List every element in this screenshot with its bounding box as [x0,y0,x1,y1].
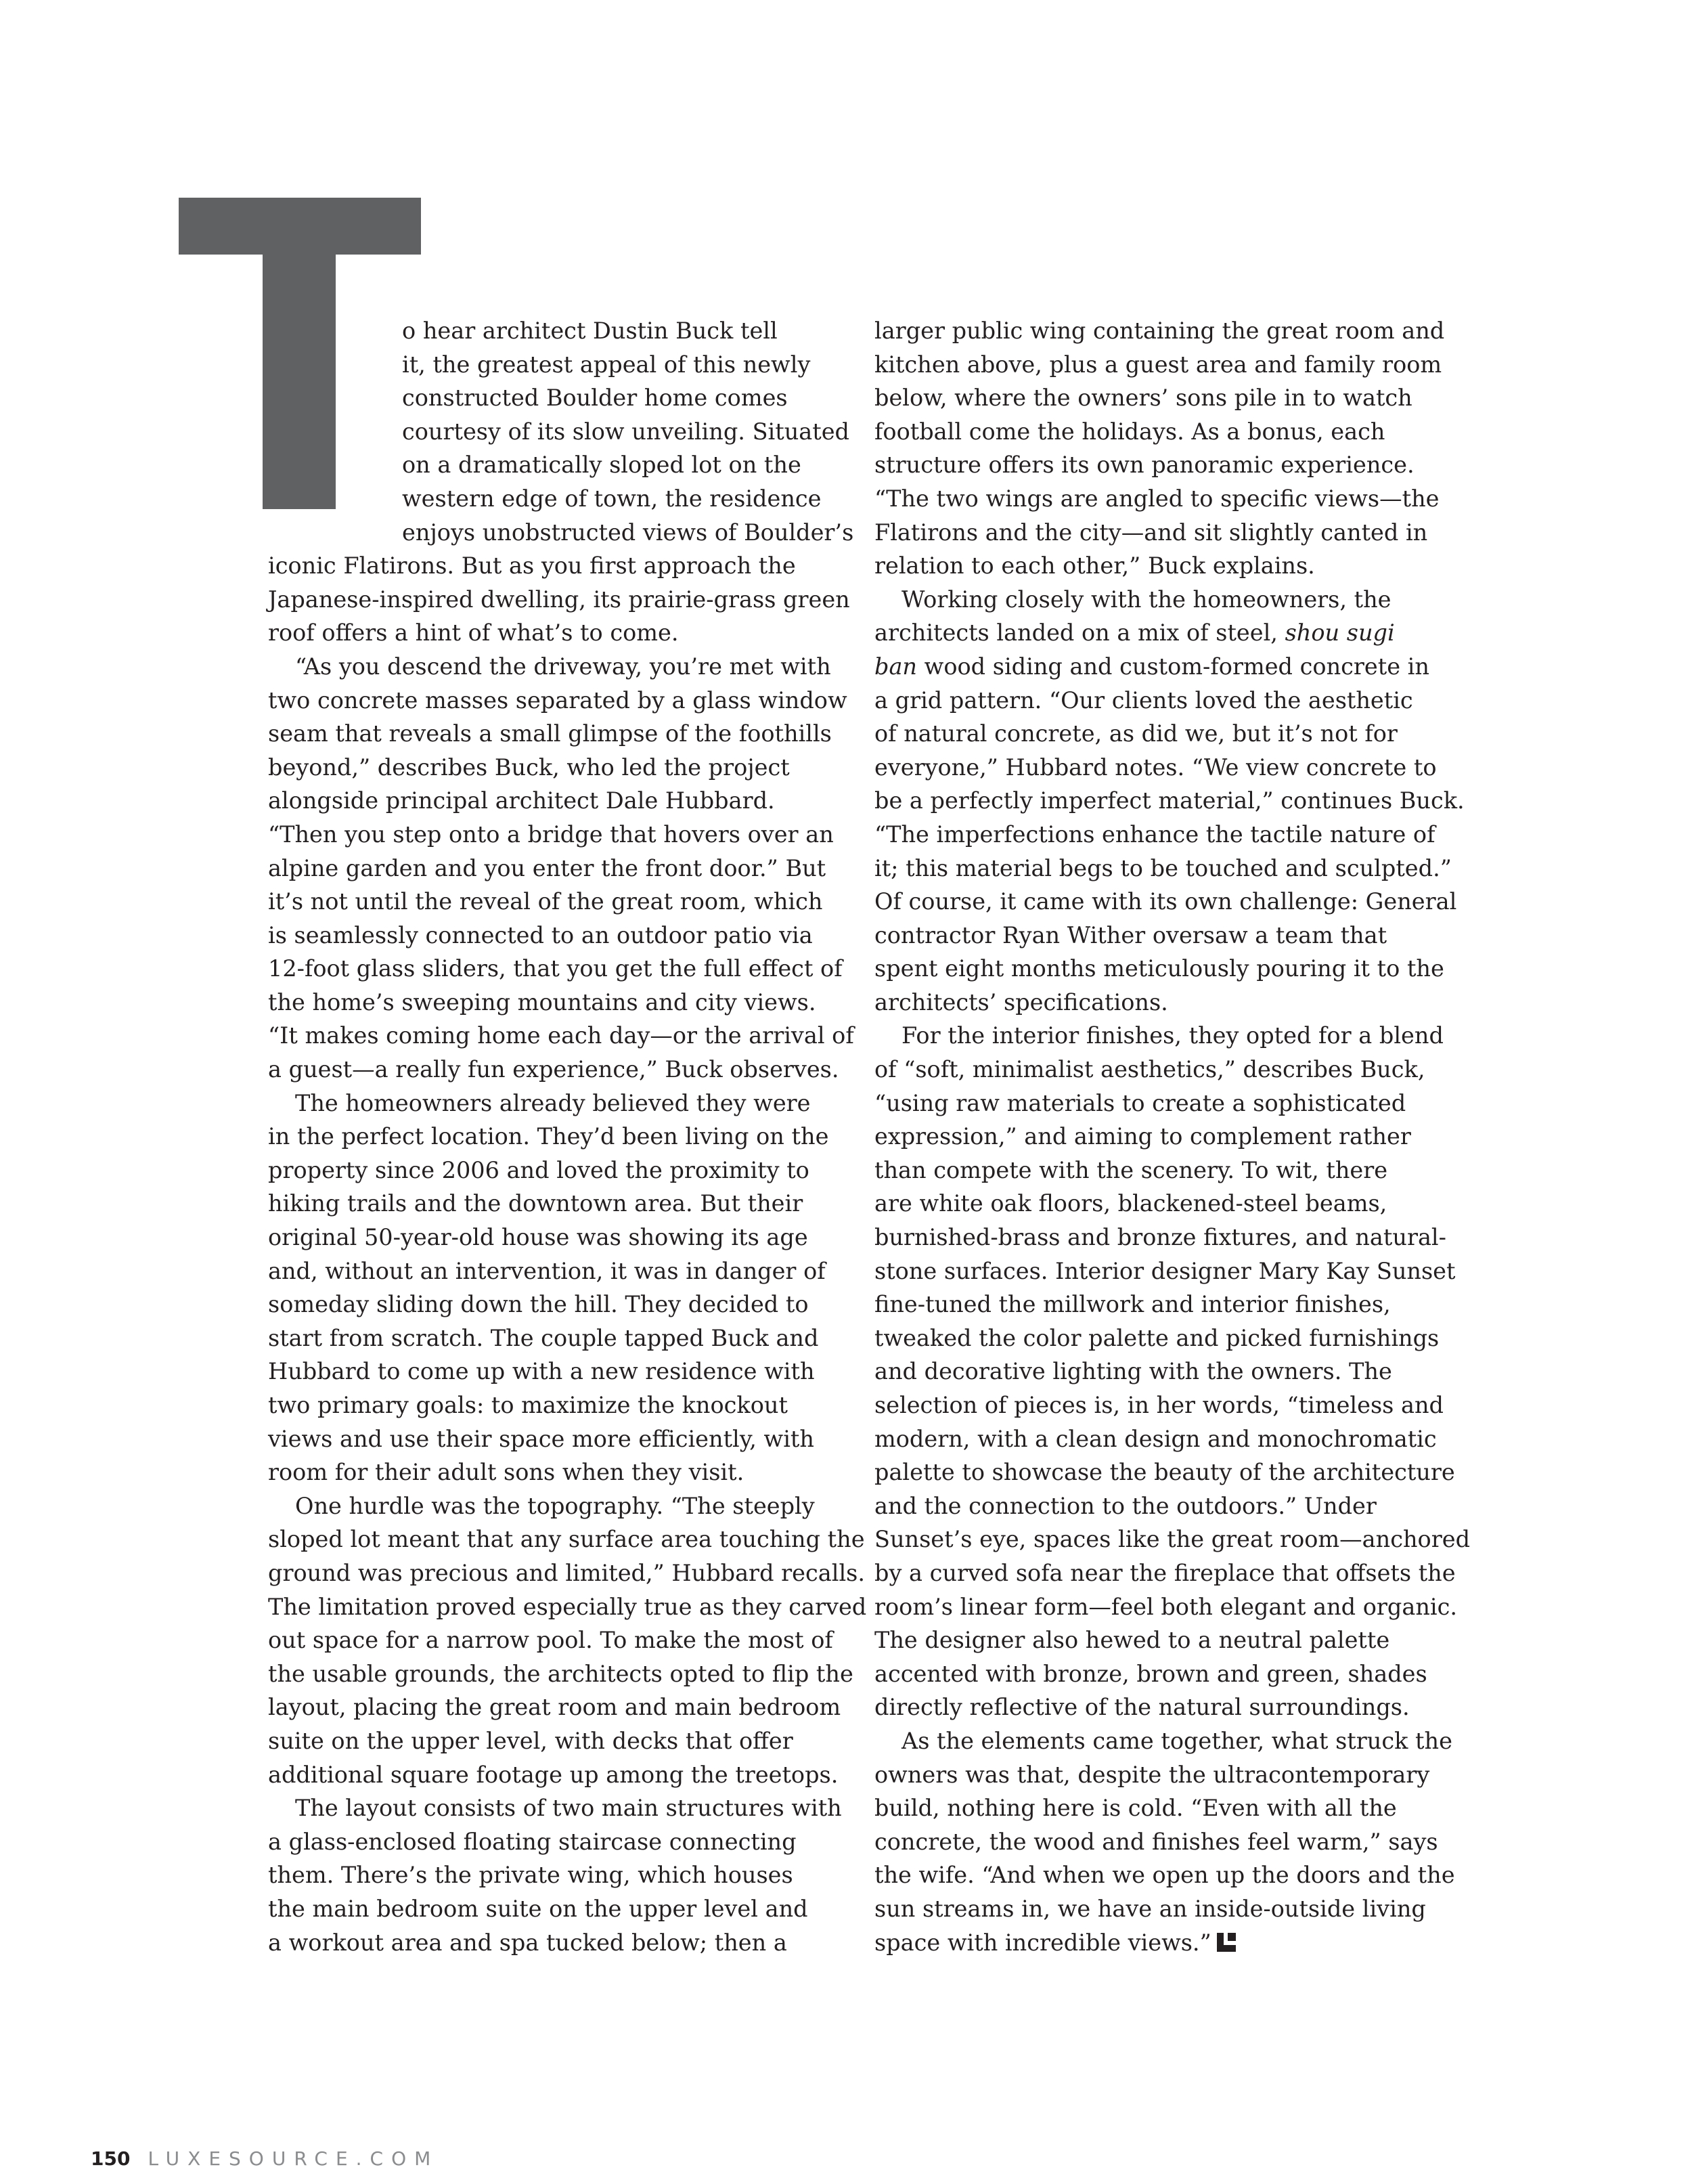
text-line: it’s not until the reveal of the great room, which [268,888,823,915]
text-line: The limitation proved especially true as they carved [268,1593,867,1620]
text-line: on a dramatically sloped lot on the [402,452,801,479]
text-line: Of course, it came with its own challenge: General [874,888,1457,915]
article-column-left [268,314,867,1959]
text-line: it; this material begs to be touched and sculpted.” [874,854,1452,881]
text-line: directly reflective of the natural surroundings. [874,1694,1410,1721]
text-line: the wife. “And when we open up the doors and the [874,1862,1455,1889]
text-line: out space for a narrow pool. To make the most of [268,1627,833,1654]
text-line: “The two wings are angled to specific views—the [874,485,1440,512]
text-line: architects’ specifications. [874,988,1168,1015]
text-line: hiking trails and the downtown area. But their [268,1190,803,1217]
text-line: o hear architect Dustin Buck tell [402,318,778,344]
text-line: sloped lot meant that any surface area touching the [268,1526,865,1553]
text-line: than compete with the scenery. To wit, there [874,1156,1388,1183]
text-line: iconic Flatirons. But as you first approach the [268,552,796,580]
text-line: football come the holidays. As a bonus, each [874,418,1385,445]
text-line: owners was that, despite the ultracontemporary [874,1761,1430,1788]
text-line: of “soft, minimalist aesthetics,” describes Buck, [874,1056,1425,1083]
text-line: ground was precious and limited,” Hubbard recalls. [268,1559,866,1586]
text-line: constructed Boulder home comes [402,385,788,412]
text-line [874,616,1456,650]
text-line: Hubbard to come up with a new residence with [268,1358,815,1385]
text-line: alpine garden and you enter the front door.” But [268,854,826,881]
text-line: them. There’s the private wing, which houses [268,1862,793,1889]
page-footer [91,2147,439,2170]
text-line: seam that reveals a small glimpse of the foothills [268,720,832,747]
text-line: “It makes coming home each day—or the arrival of [268,1022,854,1049]
text-line: the usable grounds, the architects opted to flip the [268,1660,853,1687]
text-line: “As you descend the driveway, you’re met with [295,653,831,680]
text-line: room for their adult sons when they visit. [268,1459,744,1486]
text-line: and the connection to the outdoors.” Under [874,1492,1377,1519]
text-line: western edge of town, the residence [402,485,822,512]
text-line: expression,” and aiming to complement rather [874,1123,1411,1150]
text-line: “using raw materials to create a sophisticated [874,1089,1406,1116]
text-segment: wood siding and custom-formed concrete in [917,653,1429,680]
text-line: beyond,” describes Buck, who led the project [268,754,790,781]
text-line: Working closely with the homeowners, the [901,586,1392,613]
text-line: “Then you step onto a bridge that hovers over an [268,821,834,848]
text-line: build, nothing here is cold. “Even with all the [874,1795,1397,1822]
text-line: the home’s sweeping mountains and city views. [268,988,816,1015]
text-line: Sunset’s eye, spaces like the great room—anchored [874,1526,1471,1553]
text-line: be a perfectly imperfect material,” continues Buck. [874,787,1465,814]
italic-term: ban [874,653,917,680]
text-line: concrete, the wood and finishes feel warm,” says [874,1828,1438,1855]
text-line: palette to showcase the beauty of the architecture [874,1459,1455,1486]
text-line: views and use their space more efficiently, with [268,1425,814,1452]
text-line: The designer also hewed to a neutral palette [874,1627,1390,1654]
italic-term: shou sugi [1285,619,1395,647]
text-line: room’s linear form—feel both elegant and organic. [874,1593,1458,1620]
text-line: Japanese-inspired dwelling, its prairie-grass green [268,586,850,613]
text-line: 12-foot glass sliders, that you get the full effect of [268,955,843,982]
text-line: are white oak floors, blackened-steel beams, [874,1190,1387,1217]
luxe-logo-icon [1217,1933,1236,1952]
text-line: it, the greatest appeal of this newly [402,351,811,378]
text-line: in the perfect location. They’d been living on the [268,1123,829,1150]
text-line [874,650,1456,684]
text-line: For the interior finishes, they opted for a blend [901,1022,1444,1049]
text-line: is seamlessly connected to an outdoor patio via [268,921,813,948]
text-line: a glass-enclosed floating staircase connecting [268,1828,797,1855]
text-line: additional square footage up among the treetops. [268,1761,839,1788]
text-line: kitchen above, plus a guest area and family room [874,351,1442,378]
text-line: the main bedroom suite on the upper level and [268,1895,808,1922]
text-line: alongside principal architect Dale Hubbard. [268,787,775,814]
text-line: suite on the upper level, with decks that offer [268,1727,793,1754]
text-line: start from scratch. The couple tapped Buck and [268,1324,819,1351]
text-line: fine-tuned the millwork and interior finishes, [874,1291,1391,1318]
text-line: structure offers its own panoramic experience. [874,452,1415,479]
text-line: a workout area and spa tucked below; then a [268,1929,787,1956]
site-url[interactable]: LUXESOURCE.COM [148,2147,439,2170]
text-line [874,1926,1456,1960]
text-line: larger public wing containing the great room and [874,318,1445,344]
text-line: roof offers a hint of what’s to come. [268,619,679,647]
text-line: two concrete masses separated by a glass window [268,686,847,714]
text-line: “The imperfections enhance the tactile nature of [874,821,1435,848]
text-segment: space with incredible views.” [874,1929,1211,1956]
text-line: and, without an intervention, it was in danger of [268,1257,826,1284]
text-line: everyone,” Hubbard notes. “We view concrete to [874,754,1437,781]
text-line: by a curved sofa near the fireplace that offsets the [874,1559,1456,1586]
text-line: tweaked the color palette and picked furnishings [874,1324,1440,1351]
text-line: a grid pattern. “Our clients loved the aesthetic [874,686,1413,714]
text-line: courtesy of its slow unveiling. Situated [402,418,849,445]
text-line: The layout consists of two main structures with [295,1795,842,1822]
text-line: enjoys unobstructed views of Boulder’s [402,519,854,546]
article-column-right [874,314,1471,1959]
text-line: stone surfaces. Interior designer Mary Kay Sunset [874,1257,1456,1284]
page-number: 150 [91,2147,131,2170]
text-line: of natural concrete, as did we, but it’s not for [874,720,1398,747]
text-line: As the elements came together, what struck the [901,1727,1452,1754]
text-line: a guest—a really fun experience,” Buck observes. [268,1056,839,1083]
text-line: property since 2006 and loved the proximity to [268,1156,809,1183]
text-line: selection of pieces is, in her words, “timeless and [874,1392,1444,1418]
text-line: One hurdle was the topography. “The steeply [295,1492,815,1519]
text-line: layout, placing the great room and main bedroom [268,1694,841,1721]
text-line: and decorative lighting with the owners. The [874,1358,1392,1385]
text-line: two primary goals: to maximize the knockout [268,1392,788,1418]
text-line: original 50-year-old house was showing its age [268,1224,808,1251]
drop-cap-bar [179,198,421,255]
text-line: burnished-brass and bronze fixtures, and natural- [874,1224,1446,1251]
text-line: Flatirons and the city—and sit slightly canted in [874,519,1428,546]
text-line: relation to each other,” Buck explains. [874,552,1315,580]
text-line: modern, with a clean design and monochromatic [874,1425,1437,1452]
text-line: The homeowners already believed they were [295,1089,811,1116]
text-line: accented with bronze, brown and green, shades [874,1660,1427,1687]
text-line: contractor Ryan Wither oversaw a team that [874,921,1387,948]
text-line: spent eight months meticulously pouring it to the [874,955,1444,982]
text-line: someday sliding down the hill. They decided to [268,1291,809,1318]
text-line: below, where the owners’ sons pile in to watch [874,385,1412,412]
text-line: sun streams in, we have an inside-outside living [874,1895,1426,1922]
text-segment: architects landed on a mix of steel, [874,619,1285,647]
